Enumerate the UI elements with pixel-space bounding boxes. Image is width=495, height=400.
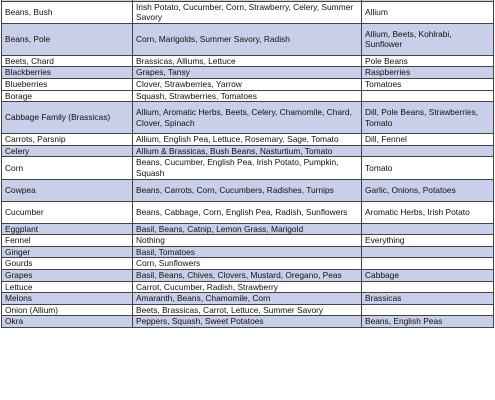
antagonists-cell: Everything (362, 235, 494, 247)
companions-cell: Amaranth, Beans, Chamomile, Corn (133, 293, 362, 305)
table-row (2, 78, 494, 90)
table-row (2, 246, 494, 258)
table-row (2, 316, 494, 328)
companions-cell: Beets, Brassicas, Carrot, Lettuce, Summer Savory (133, 304, 362, 316)
companions-cell: Clover, Strawberries, Yarrow (133, 78, 362, 90)
antagonists-cell (362, 258, 494, 270)
plant-cell: Carrots, Parsnip (2, 134, 133, 146)
companions-cell: Allium & Brassicas, Bush Beans, Nasturtium, Tomato (133, 145, 362, 157)
table-row (2, 179, 494, 201)
antagonists-cell: Beans, English Peas (362, 316, 494, 328)
plant-cell: Blueberries (2, 78, 133, 90)
plant-cell: Ginger (2, 246, 133, 258)
table-row (2, 304, 494, 316)
plant-cell: Corn (2, 157, 133, 179)
antagonists-cell: Allium, Beets, Kohlrabi, Sunflower (362, 23, 494, 55)
companions-cell: Beans, Cabbage, Corn, English Pea, Radish, Sunflowers (133, 201, 362, 223)
antagonists-cell: Dill, Pole Beans, Strawberries, Tomato (362, 102, 494, 134)
plant-cell: Celery (2, 145, 133, 157)
plant-cell: Beans, Bush (2, 1, 133, 23)
companions-cell: Corn, Marigolds, Summer Savory, Radish (133, 23, 362, 55)
plant-cell: Lettuce (2, 281, 133, 293)
plant-cell: Cowpea (2, 179, 133, 201)
antagonists-cell: Aromatic Herbs, Irish Potato (362, 201, 494, 223)
plant-cell: Blackberries (2, 67, 133, 79)
table-row (2, 258, 494, 270)
companion-planting-table (1, 0, 494, 328)
table-row (2, 223, 494, 235)
antagonists-cell (362, 246, 494, 258)
antagonists-cell: Garlic, Onions, Potatoes (362, 179, 494, 201)
antagonists-cell (362, 90, 494, 102)
antagonists-cell: Tomatoes (362, 78, 494, 90)
companions-cell: Beans, Cucumber, English Pea, Irish Potato, Pumpkin, Squash (133, 157, 362, 179)
companions-cell: Corn, Sunflowers (133, 258, 362, 270)
plant-cell: Beans, Pole (2, 23, 133, 55)
table-row (2, 55, 494, 67)
antagonists-cell: Dill, Fennel (362, 134, 494, 146)
table-row (2, 235, 494, 247)
table-row (2, 281, 494, 293)
table-row (2, 157, 494, 179)
antagonists-cell: Pole Beans (362, 55, 494, 67)
plant-cell: Borage (2, 90, 133, 102)
companions-cell: Beans, Carrots, Corn, Cucumbers, Radishes, Turnips (133, 179, 362, 201)
plant-cell: Grapes (2, 269, 133, 281)
plant-cell: Okra (2, 316, 133, 328)
plant-cell: Gourds (2, 258, 133, 270)
antagonists-cell (362, 304, 494, 316)
companions-cell: Brassicas, Alliums, Lettuce (133, 55, 362, 67)
plant-cell: Cucumber (2, 201, 133, 223)
table-row (2, 134, 494, 146)
antagonists-cell: Allium (362, 1, 494, 23)
table-row (2, 201, 494, 223)
table-row (2, 90, 494, 102)
companions-cell: Basil, Beans, Chives, Clovers, Mustard, Oregano, Peas (133, 269, 362, 281)
companions-cell: Basil, Tomatoes (133, 246, 362, 258)
companions-cell: Allium, English Pea, Lettuce, Rosemary, Sage, Tomato (133, 134, 362, 146)
companions-cell: Nothing (133, 235, 362, 247)
plant-cell: Fennel (2, 235, 133, 247)
companions-cell: Allium, Aromatic Herbs, Beets, Celery, Chamomile, Chard, Clover, Spinach (133, 102, 362, 134)
companions-cell: Grapes, Tansy (133, 67, 362, 79)
table-row (2, 102, 494, 134)
table-row (2, 23, 494, 55)
antagonists-cell: Brassicas (362, 293, 494, 305)
table-row (2, 67, 494, 79)
table-row (2, 145, 494, 157)
companions-cell: Basil, Beans, Catnip, Lemon Grass, Marigold (133, 223, 362, 235)
plant-cell: Onion (Allium) (2, 304, 133, 316)
antagonists-cell: Tomato (362, 157, 494, 179)
antagonists-cell: Raspberries (362, 67, 494, 79)
plant-cell: Melons (2, 293, 133, 305)
companions-cell: Carrot, Cucumber, Radish, Strawberry (133, 281, 362, 293)
antagonists-cell: Cabbage (362, 269, 494, 281)
table-row (2, 269, 494, 281)
antagonists-cell (362, 281, 494, 293)
table-body (2, 0, 494, 327)
table-row (2, 293, 494, 305)
table-row (2, 1, 494, 23)
companions-cell: Peppers, Squash, Sweet Potatoes (133, 316, 362, 328)
plant-cell: Cabbage Family (Brassicas) (2, 102, 133, 134)
companions-cell: Irish Potato, Cucumber, Corn, Strawberry, Celery, Summer Savory (133, 1, 362, 23)
plant-cell: Beets, Chard (2, 55, 133, 67)
antagonists-cell (362, 223, 494, 235)
antagonists-cell (362, 145, 494, 157)
companions-cell: Squash, Strawberries, Tomatoes (133, 90, 362, 102)
plant-cell: Eggplant (2, 223, 133, 235)
